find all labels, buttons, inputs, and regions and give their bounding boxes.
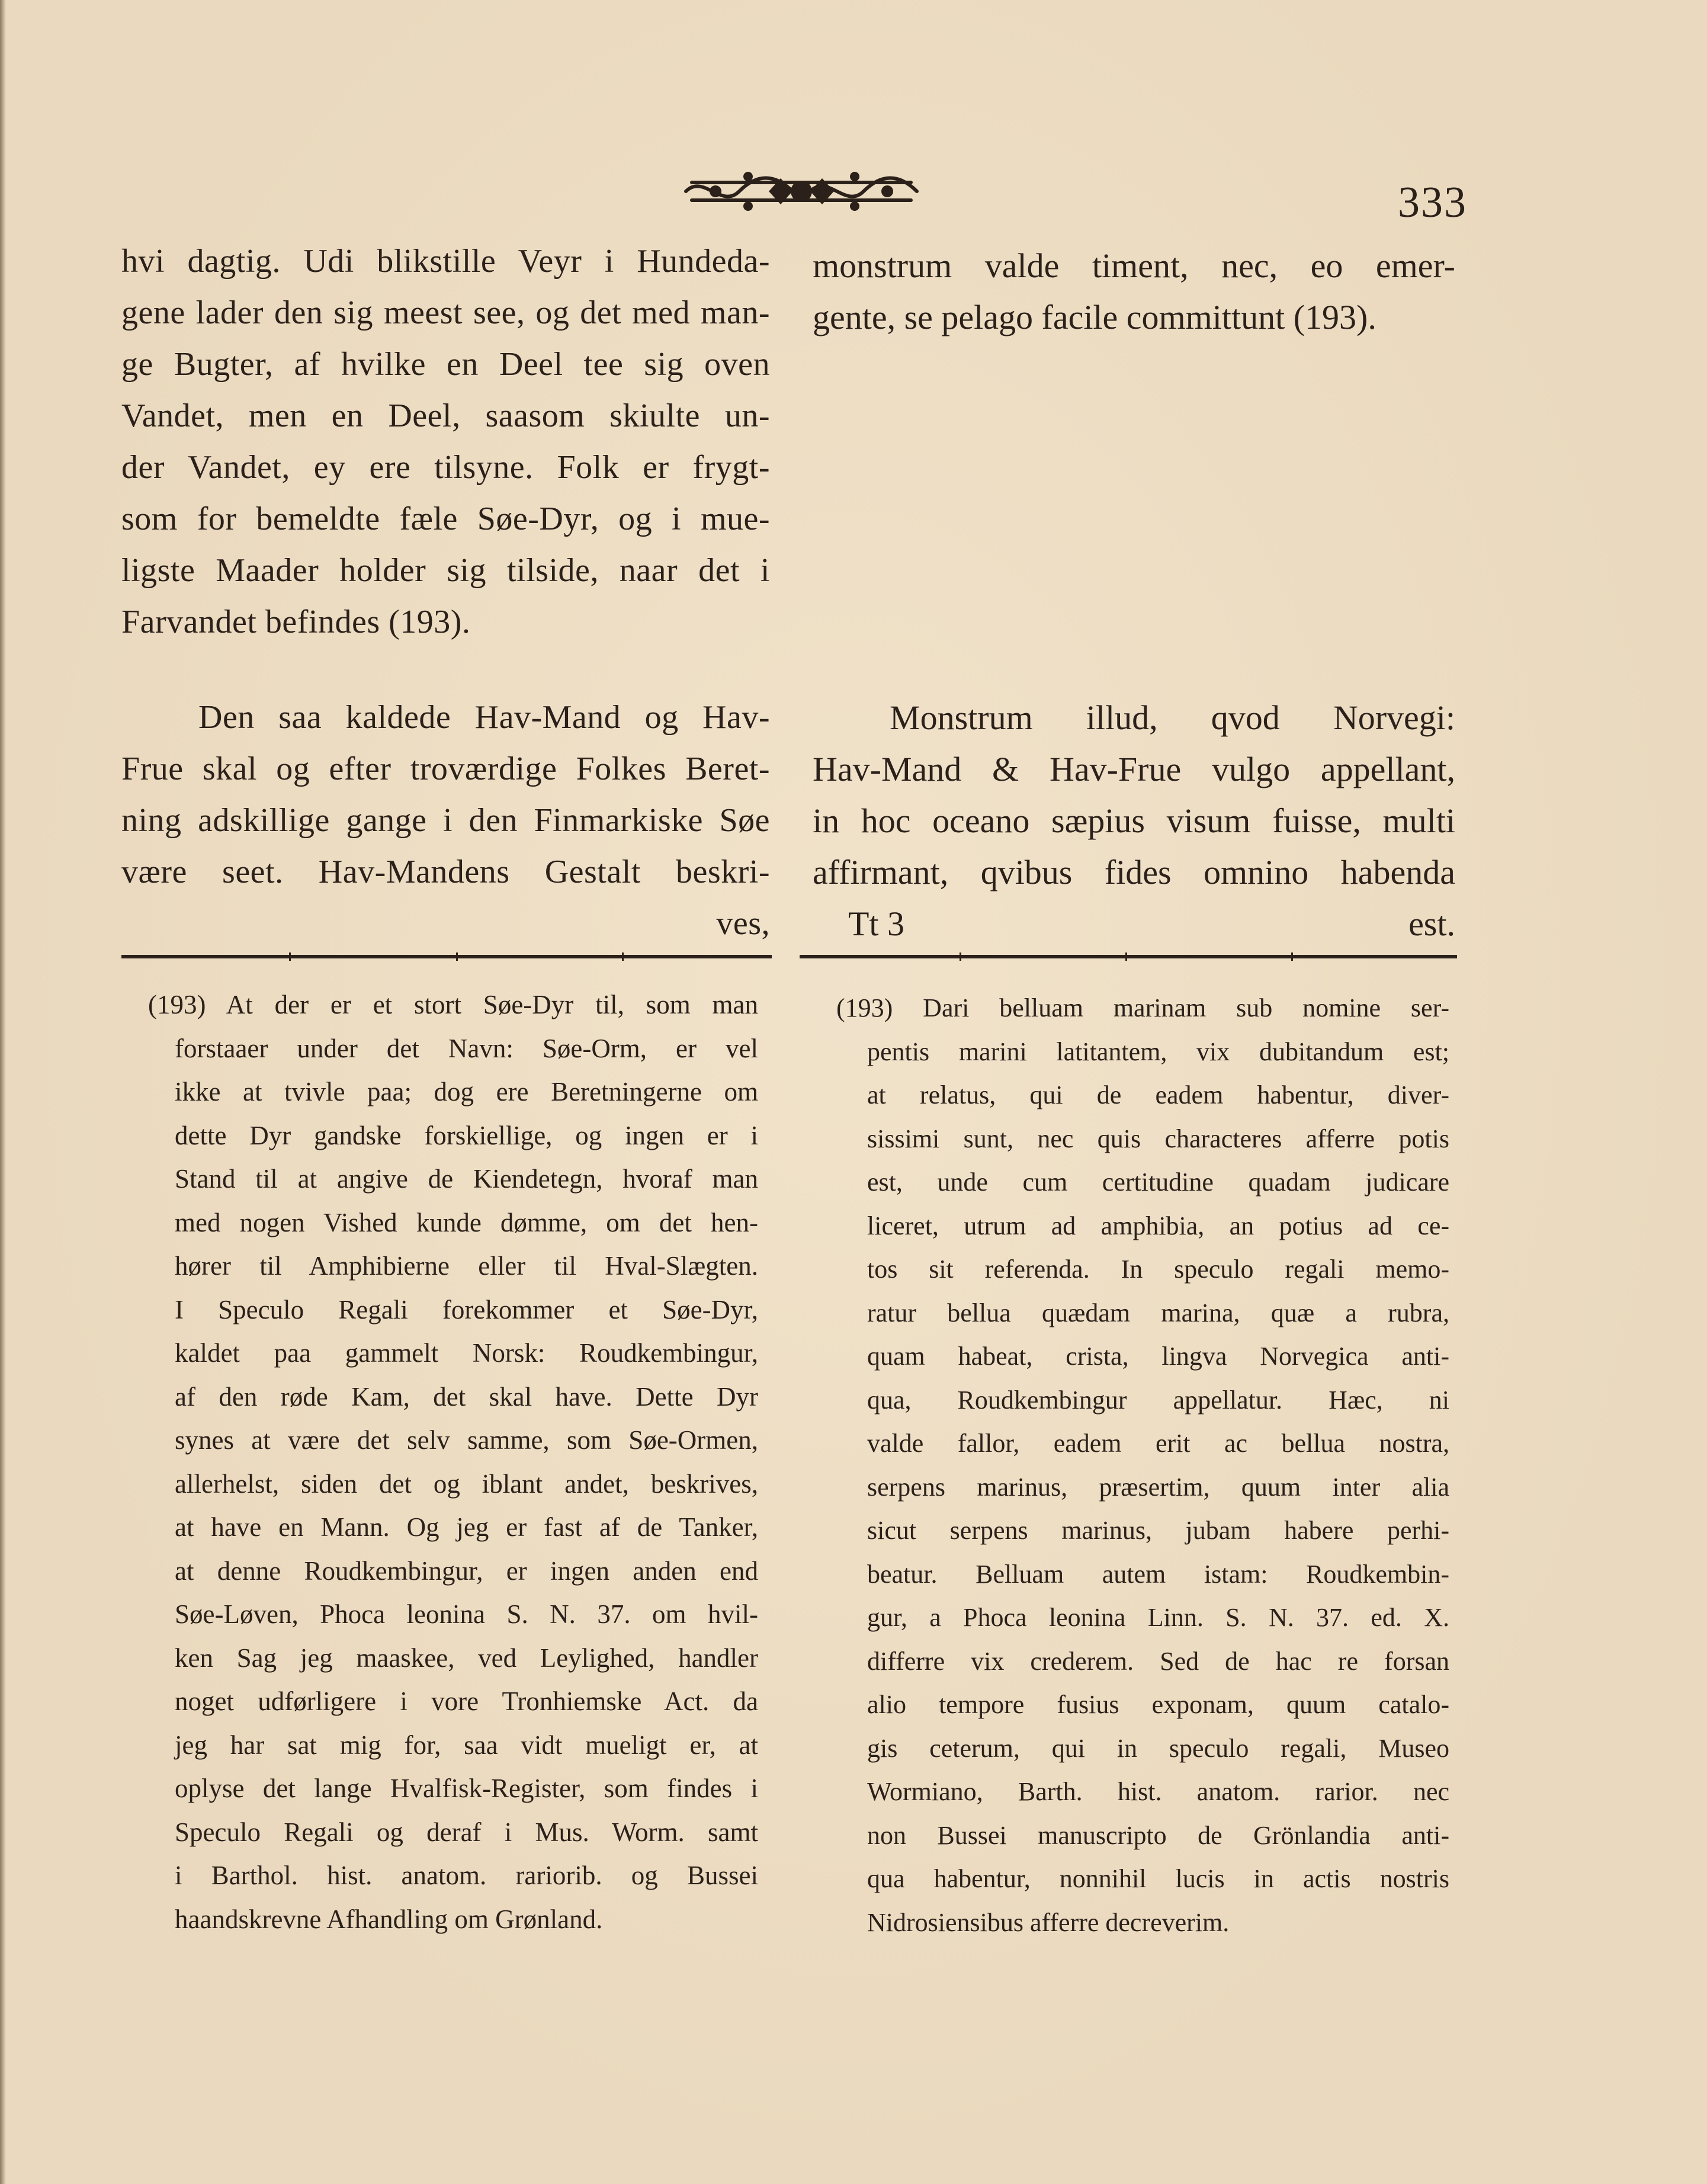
note-line: at relatus, qui de eadem habentur, diver- bbox=[867, 1080, 1449, 1109]
text-line: hvi dagtig. Udi blikstille Veyr i Hundeda- bbox=[121, 243, 770, 280]
note-line: at have en Mann. Og jeg er fast af de Tanker, bbox=[175, 1512, 758, 1542]
rule-tick bbox=[1125, 953, 1127, 961]
note-line: oplyse det lange Hvalfisk-Register, som findes i bbox=[175, 1774, 758, 1803]
page-number: 333 bbox=[1398, 178, 1467, 227]
text-line: der Vandet, ey ere tilsyne. Folk er frygt- bbox=[121, 449, 770, 486]
footnote-left bbox=[148, 983, 758, 1941]
note-line: Speculo Regali og deraf i Mus. Worm. samt bbox=[175, 1817, 758, 1847]
text-line: Frue skal og efter troværdige Folkes Beret- bbox=[121, 751, 770, 787]
note-line: differre vix crederem. Sed de hac re forsan bbox=[867, 1646, 1449, 1676]
body-right-paragraph-1 bbox=[813, 240, 1455, 343]
rule-tick bbox=[456, 953, 458, 961]
note-line: af den røde Kam, det skal have. Dette Dyr bbox=[175, 1381, 758, 1412]
text-line: være seet. Hav-Mandens Gestalt beskri- bbox=[121, 854, 770, 890]
note-line: gis ceterum, qui in speculo regali, Museo bbox=[867, 1733, 1449, 1763]
text-line: Farvandet befindes (193). bbox=[121, 604, 471, 640]
note-line: hører til Amphibierne eller til Hval-Slægten. bbox=[175, 1251, 758, 1281]
note-line: (193) Dari belluam marinam sub nomine ser- bbox=[836, 993, 1449, 1022]
note-line: liceret, utrum ad amphibia, an potius ad ce- bbox=[867, 1211, 1449, 1240]
note-line: sissimi sunt, nec quis characteres afferre potis bbox=[867, 1124, 1449, 1153]
note-line: med nogen Vished kunde dømme, om det hen- bbox=[175, 1207, 758, 1237]
rule-tick bbox=[289, 953, 291, 961]
text-line: gene lader den sig meest see, og det med man- bbox=[121, 294, 770, 331]
text-line bbox=[813, 898, 1455, 950]
note-line: tos sit referenda. In speculo regali memo- bbox=[867, 1255, 1449, 1284]
note-line: i Barthol. hist. anatom. rariorib. og Bussei bbox=[175, 1861, 758, 1890]
text-line: affirmant, qvibus fides omnino habenda bbox=[813, 853, 1455, 891]
text-line: Hav-Mand & Hav-Frue vulgo appellant, bbox=[813, 750, 1455, 788]
note-line: ken Sag jeg maaskee, ved Leylighed, handler bbox=[175, 1643, 758, 1673]
text-line: ge Bugter, af hvilke en Deel tee sig oven bbox=[121, 346, 770, 383]
note-line: dette Dyr gandske forskiellige, og ingen er i bbox=[175, 1120, 758, 1150]
text-line: Den saa kaldede Hav-Mand og Hav- bbox=[198, 699, 770, 736]
headpiece-ornament-icon bbox=[680, 165, 923, 218]
body-left-paragraph-2 bbox=[121, 692, 770, 950]
rule-tick bbox=[1291, 953, 1293, 961]
body-right-paragraph-2 bbox=[813, 692, 1455, 950]
text-line: monstrum valde timent, nec, eo emer- bbox=[813, 246, 1455, 285]
note-line: ikke at tvivle paa; dog ere Beretningerne om bbox=[175, 1077, 758, 1107]
text-line: som for bemeldte fæle Søe-Dyr, og i mue- bbox=[121, 501, 770, 537]
note-line: Stand til at angive de Kiendetegn, hvoraf man bbox=[175, 1164, 758, 1194]
text-line: Monstrum illud, qvod Norvegi: bbox=[890, 698, 1455, 737]
note-line: valde fallor, eadem erit ac bellua nostra, bbox=[867, 1429, 1449, 1458]
signature-mark: Tt 3 bbox=[848, 905, 905, 943]
note-line: (193) At der er et stort Søe-Dyr til, som man bbox=[148, 990, 758, 1019]
text-line: ligste Maader holder sig tilside, naar det i bbox=[121, 552, 770, 589]
note-line: quam habeat, crista, lingva Norvegica anti- bbox=[867, 1342, 1449, 1371]
rule-tick bbox=[960, 953, 961, 961]
note-line: Nidrosiensibus afferre decreverim. bbox=[867, 1907, 1230, 1937]
note-line: kaldet paa gammelt Norsk: Roudkembingur, bbox=[175, 1338, 758, 1368]
note-line: qua, Roudkembingur appellatur. Hæc, ni bbox=[867, 1385, 1449, 1415]
rule-tick bbox=[622, 953, 624, 961]
note-line: qua habentur, nonnihil lucis in actis nostris bbox=[867, 1864, 1449, 1893]
text-line-end: est. bbox=[1408, 905, 1455, 943]
text-line: ning adskillige gange i den Finmarkiske Søe bbox=[121, 802, 770, 839]
note-line: forstaaer under det Navn: Søe-Orm, er vel bbox=[175, 1033, 758, 1063]
body-left-paragraph-1 bbox=[121, 236, 770, 648]
note-line: ratur bellua quædam marina, quæ a rubra, bbox=[867, 1298, 1449, 1327]
note-line: est, unde cum certitudine quadam judicare bbox=[867, 1168, 1449, 1197]
note-line: gur, a Phoca leonina Linn. S. N. 37. ed. X. bbox=[867, 1603, 1449, 1632]
note-line: Wormiano, Barth. hist. anatom. rarior. nec bbox=[867, 1777, 1449, 1806]
note-line: haandskrevne Afhandling om Grønland. bbox=[175, 1904, 603, 1934]
note-line: jeg har sat mig for, saa vidt mueligt er, at bbox=[175, 1730, 758, 1760]
note-line: alio tempore fusius exponam, quum catalo- bbox=[867, 1690, 1449, 1719]
text-line: Vandet, men en Deel, saasom skiulte un- bbox=[121, 397, 770, 434]
footnote-right bbox=[836, 986, 1449, 1944]
note-line: noget udførligere i vore Tronhiemske Act. da bbox=[175, 1686, 758, 1716]
text-line: gente, se pelago facile committunt (193). bbox=[813, 298, 1376, 336]
page-edge-shadow bbox=[0, 0, 6, 2184]
note-line: beatur. Belluam autem istam: Roudkembin- bbox=[867, 1559, 1449, 1589]
note-line: Søe-Løven, Phoca leonina S. N. 37. om hvil- bbox=[175, 1599, 758, 1629]
note-line: at denne Roudkembingur, er ingen anden end bbox=[175, 1556, 758, 1586]
note-line: sicut serpens marinus, jubam habere perhi- bbox=[867, 1516, 1449, 1545]
note-line: I Speculo Regali forekommer et Søe-Dyr, bbox=[175, 1294, 758, 1324]
footnote-rule-left bbox=[121, 955, 772, 958]
note-line: pentis marini latitantem, vix dubitandum est; bbox=[867, 1037, 1449, 1066]
note-line: non Bussei manuscripto de Grönlandia anti- bbox=[867, 1820, 1449, 1850]
footnote-rule-right bbox=[800, 955, 1457, 958]
note-line: serpens marinus, præsertim, quum inter alia bbox=[867, 1472, 1449, 1502]
text-line: in hoc oceano sæpius visum fuisse, multi bbox=[813, 801, 1455, 840]
text-line: ves, bbox=[716, 905, 770, 942]
note-line: allerhelst, siden det og iblant andet, beskrives, bbox=[175, 1468, 758, 1499]
note-line: synes at være det selv samme, som Søe-Ormen, bbox=[175, 1425, 758, 1455]
